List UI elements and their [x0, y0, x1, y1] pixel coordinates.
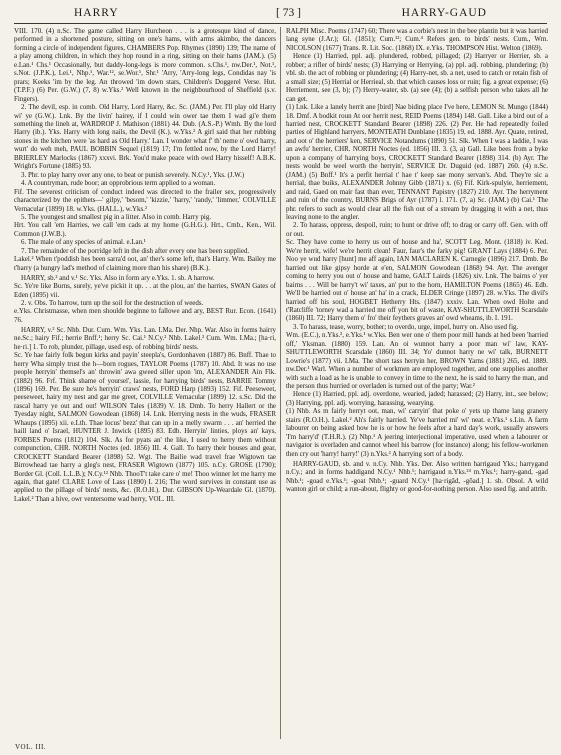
paragraph: Sc. Ye're like Burns, surely, ye've pickit it up. . . at the plou, an' the harries, SWAN Gates of Eden (1895) vii. [14, 282, 276, 299]
paragraph: 2. To harass, oppress, despoil, ruin; to hunt or drive off; to drag or carry off. Gen. with off or out. [286, 221, 548, 238]
page-header [14, 7, 547, 23]
paragraph: 2. v. Obs. To harrow, turn up the soil for the destruction of weeds. [21, 299, 204, 307]
paragraph: Wm. (E.C.), n.Yks.², e.Yks.¹ w.Yks. Ben wer one o' them poor mill hands at hed been 'harried off,' Yksman. (1880) 159. Lan. An oi wunnot harry a poor man wi' law, KAY-SHUTTLEWORTH Scarsdale (1860) III. 34; Yo' dunnot harry ne wi' talk, BURNETT Lowrie's (1877) vii. I.Ma. The short tass herryin her, BROWN Yarns (1881) 265, ed. 1889. nw.Der.¹ Warl. When a number of workmen are employed together, and one supplies another with such a load as he is unable to convey in time to the next, he is said to harry the man, and the person thus hurried or overladen is turned out of the party; War.² [286, 331, 548, 391]
paragraph: Hence (1) Harried, ppl. adj. overdone, wearied, jaded; harassed; (2) Harry, int., see below; (3) Harrying, ppl. adj. worrying, harassing, wearying. [286, 390, 548, 407]
paragraph: 2. The devil, esp. in comb. Old Harry, Lord Harry, &c. Sc. (JAM.) Per. I'll play old Harry wi' ye (G.W.). Lnk. By the livin' hairey, if I could win ower tae them I wad gi'e them something the lineh at, WARDROP J. Mathison (1881) 44. Dub. (A.S.-P.) Wmh. By the lord Harry (ib.). Yks. Harry with long nails, the Devil (K.). w.Yks.² A girl said that her rubbing stones in the kitchen were 'as hard as Old Harry.' Lan. I wonder what f' th' neme o' owd harry, wurt' do weh meh, PAUL BOBBIN Sequel (1819) 17; I'm fettled now, by the Lord Harry! BRIERLEY Marlocks (1867) xxxvi. Brk. You'd make peace with owd Harry hisself! A.B.K. Wright's Fortune (1885) 93. [14, 103, 276, 171]
paragraph: Sc. Ye hae fairly folk begun kirks and payin' steepla's, Gordonhaven (1887) 86. Bnff. Thae to herry Wha simply trust the h—born rogues, TAYLOR Poems (1787) 10. Abd. It was no use people herryin' themsel's an' throwin' awa gweed siller upon 'im, ALEXANDER Ain Flk. (1882) 96. Frf. Think shame of yoursel', lassie, for harrying birds' nests, BARRIE Tommy (1896) 169. Per. Be sure he's herryin' craws' nests, FORD Harp (1893) 152. Fif. Peeseweet, peeseweet, hairy my nest and gar me greet, COLVILLE Vernacular (1899) 12. s.Sc. Did the rascal harry ye out and out! WILSON Tales (1839) V. 18. Dmb. To herry Hallert or the Tyesday night, SALMON Gowodean (1868) 14. Lnk. Herrying nests in the wuds, FRASER Whaups (1895) xii. e.Lth. Thae locus' bezz' that can up in a melly swarm . . . an' herried the haill land o' Israel, HUNTER J. Inwick (1895) 83. Edb. Herryin' linties, ploys an' kays, FORBES Poems (1812) 104. Slk. As for pyats an' the like, I used to herry them without compunction, CHR. NORTH Noctes (ed. 1856) III. 4. Gall. To harry their houses and gear, CROCKETT Standard Bearer (1898) 52. Wgt. The Bailie wad travel frae Wigtown tae Birrowhead tae harry a gleg's nest, FRASER Wigtown (1877) 105. n.Cy. GROSE (1790); Border Gl. (Coll. L.L.B.); N.Cy.¹² Nhb. ThooT't take care o' me! Thoo winner let me harry me again, that gate! CLARE Love of Lass (1890) I. 216; The word survives in constant use as applied to the pillage of birds' nests, &c. (R.O.H.). Dur. GIBSON Up-Weardale Gl. (1870). Lakel.² Than a hive, owr ventersome wad herry, VOL. III. [14, 351, 276, 503]
paragraph: 7. The remainder of the porridge left in the dish after every one has been supplied. [21, 246, 250, 255]
right-column [286, 27, 548, 493]
paragraph: 3. To harass, tease, worry, bother; to overdo, urge, impel, hurry on. Also used fig. [293, 322, 519, 331]
paragraph: 3. Phr. to play harry over any one, to beat or punish severely. N.Cy.¹, Yks. (J.W.) [21, 170, 245, 179]
left-column [14, 27, 276, 503]
paragraph: Sc. They have come to herry us out of house and ha', SCOTT Leg. Mont. (1818) iv. Ked. We're herrit, wife! we're herrit clean! Faur, faur's the farky pig! GRANT Lays (1884) 6. Per. Noo ye wud harry [hunt] me aff again, IAN MACLAREN K. Carnegie (1896) 217. Dmb. Be harried out like gipsy horde at e'en, SALMON Gowodean (1868) 94. Ayr. The avenger coming to herry you out o' house and hame, GALT Lairds (1826) xiv. Lnk. The bairns o' yer bairns . . . Will be harry't wi' taxes, an' put to the horn, HAMILTON Poems (1865) 46. Edb. We'll be harried out o' house an' ha' in a crack, ELDER Cringe (1897) 28. w.Yks. The divil's harried off his soul, HOGBET Hetherry Hts. (1847) xxxiv. Lan. When owd Holte and t'Ratcliffe 'torney wad a harried me off yon bit of waste, KAY-SHUTTLEWORTH Scarsdale (1860) III. 72; Harry them o' fro' their feythers graves an' owd wheams, ib. I. 191. [286, 238, 548, 323]
paragraph: HARRY-GAUD, sb. and v. n.Cy. Nhb. Yks. Der. Also written harrigaud Yks.; harrygand n.Cy.; and in forms haddigand N.Cy.¹ Nhb.¹; harrigaud n.Yks.²⁴ m.Yks.¹; harry-gand, -gad Nhb.¹; -goad e.Yks.¹; -goat Nhb.¹; -guard N.Cy.¹ [ha·rigād, -gōad.] 1. sb. Obsol. A wild wanton girl or child; a run-about, flighty or good-for-nothing person. Also used fig. and attrib. [286, 459, 548, 493]
paragraph: RALPH Misc. Poems (1747) 60; There was a corbie's nest in the bee plantin but it was harried lang syne (J.Ar.); Gl. (1851); Cum.¹²; Cum.⁴ Refers gen. to birds' nests. Cum., Wm. NICOLSON (1677) Trans. R. Lit. Soc. (1868) IX. e.Yks. THOMPSON Hist. Welton (1869). [286, 27, 548, 52]
paragraph: Hence (1) Harried, ppl. adj. plundered, robbed, pillaged; (2) Harryer or Herrier, sb. a robber; a rifler of birds' nests; (3) Harrying or Herrying, (a) ppl. adj. robbing, plundering; (b) vbl. sb. the act of robbing or plundering; (4) Harry-net, sb. a net, used to catch or retain fish of a small size; (5) Herrial or Herrieal, sb. that which causes loss or ruin; fig. a great expense; (6) Herriement, see (3, b); (7) Herry-water, sb. (a) see (4); (b) a selfish person who takes all he can get. [286, 52, 548, 103]
column-divider [280, 27, 281, 739]
paragraph: 4. A countryman, rude boor; an opprobrious term applied to a woman. [21, 179, 216, 188]
paragraph: 6. The male of any species of animal. e.Lan.¹ [21, 238, 146, 247]
paragraph: e.Yks. Christmasse, when men shoulde beginne to fallowe and ary, BEST Rur. Econ. (1641) 76. [14, 307, 276, 324]
paragraph: (1) Lnk. Like a lanely herrit ane [bird] Nae biding place I've here, LEMON St. Mungo (1844) 18. Dmf. A bodkit roun At oor herrit nest, REID Poems (1894) 148. Gall. Like a bird out of a harried nest, CROCKETT Standard Bearer (1898) 226. (2) Per. He had repeatedly foiled parties of Highland harryers, MONTEATH Dunblane (1835) 19, ed. 1888. Ayr. Quate, retired, and oot o' the herriers' ken, SERVICE Notandums (1890) 51. Slk. When I was a laddie, I was an awfu' herrier, CHR. NORTH Noctes (ed. 1856) III. 3. (3, a) Gall. Like bees from a byke upon a company of harrying boys, CROCKETT Standard Bearer (1898) 314. (b) Ayr. The nests would be weel worth the herryin', SERVICE Dr. Duguid (ed. 1887) 260. (4) n.Sc. (JAM.) (5) Bnff.¹ It's a perfit herrial t' hae t' keep sae mony servan's. Abd. They're sic a herrial, thae buiks, ALEXANDER Johnny Gibb (1871) x. (6) Fif. Kirk-spulyie, herriement, and raid, Gaed on mair fast than ever, TENNANT Papistry (1827) 210. Ayr. The herryment and ruin of the country, BURNS Brigs of Ayr (1787) l. 171. (7, a) Sc. (JAM.) (b) Cai.¹ The phr. refers to such as would clear all the fish out of a stream by dragging it with a net, thus leaving none to the angler. [286, 103, 548, 221]
volume-footer: VOL. III. [15, 743, 47, 751]
paragraph: Hrt. You call 'em Harries, we call 'em cads at my home (G.H.G.). Hrt., Cmb., Ken., Wil. Common (J.W.B.). [14, 221, 276, 238]
paragraph: Fif. The severest criticism of conduct indeed was directed to the frailer sex, progressively characterized by the epithets—' gilpy,' 'besom,' 'kizzie,' 'harry,' 'randy,' 'limmer,' COLVILLE Vernacular (1899) 18. w.Yks. (HALL.), w.Yks.² [14, 187, 276, 213]
paragraph: (1) Nhb. As m fairly herryt oot, man, wi' carryin' that poke o' yets up thame lang granery stairs (R.O.H.). Lakel.² Ah's fairly harried. Ye've harried mi' wi' neat. e.Yks.¹ s.Lin. A farm labourer on being asked how he is or how he feels after a hard day's work, usually answers 'I'm harry'd' (T.H.R.). (2) Nhp.¹ A jeering interjectional imperative, used when a labourer or navigator is overladen and cannot wheel his barrow (for instance) along; his fellow-workmen then cry out 'harry! harry!' (3) n.Yks.² A harrying sort of a body. [286, 407, 548, 458]
header-rule [14, 23, 547, 24]
paragraph: HARRY, v.² Sc. Nhb. Dur. Cum. Wm. Yks. Lan. I.Ma. Der. Nhp. War. Also in forms hairry ne.Sc.; hairy Fif.; herrie Bnff.¹; herry Sc. Cai.¹ N.Cy.² Nhb. Lakel.² Cum. Wm. I.Ma.; [ha·ri, he·ri.] 1. To rob, plunder, pillage, used esp. of robbing birds' nests. [14, 325, 276, 351]
paragraph: VIII. 170. (4) n.Sc. The game called Harry Hurcheon . . . is a grotesque kind of dance, performed in a shortened posture, sitting on one's hams, with arms akimbo, the dancers forming a circle of independent figures, CHAMBERS Pop. Rhymes (1890) 139; The name of a play among children, in which they hop round in a ring, sitting on their hams (JAM.). (5) e.Lan.¹ Chs.¹ Occasionally, but daddy-long-legs is more common. s.Chs.¹, nw.Der.¹, Not.¹, s.Not. (J.P.K.), Lei.¹, Nhp.¹, War.¹², se.Wor.¹, Shr.¹ 'Arry, 'Arry-long legs, Condidas nay 'is prars; Keeks 'im by the leg. An throwed 'im down stars, Children's Doggerel Verse. Hut. (T.P.F.) (6) Per. (G.W.) (7, 8) w.Yks.² Well known in the neighbourhood of Sheffield (s.v. Fingers). [14, 27, 276, 103]
header-right-headword: HARRY-GAUD [401, 7, 487, 19]
page-number: [ 73 ] [276, 7, 301, 19]
paragraph: Lakel.² When t'poddish hes been sarra'd oot, an' ther's some left, that's Harry. Wm. Bailey me t'harry (a hungry lad's method of claiming more than his share) (B.K.). [14, 255, 276, 272]
paragraph: 5. The youngest and smallest pig in a litter. Also in comb. Harry pig. [21, 212, 212, 221]
paragraph: HARRY, sb.² and v.¹ Sc. Yks. Also in form ary e.Yks. 1. sb. A harrow. [21, 273, 215, 282]
header-left-headword: HARRY [74, 7, 119, 19]
